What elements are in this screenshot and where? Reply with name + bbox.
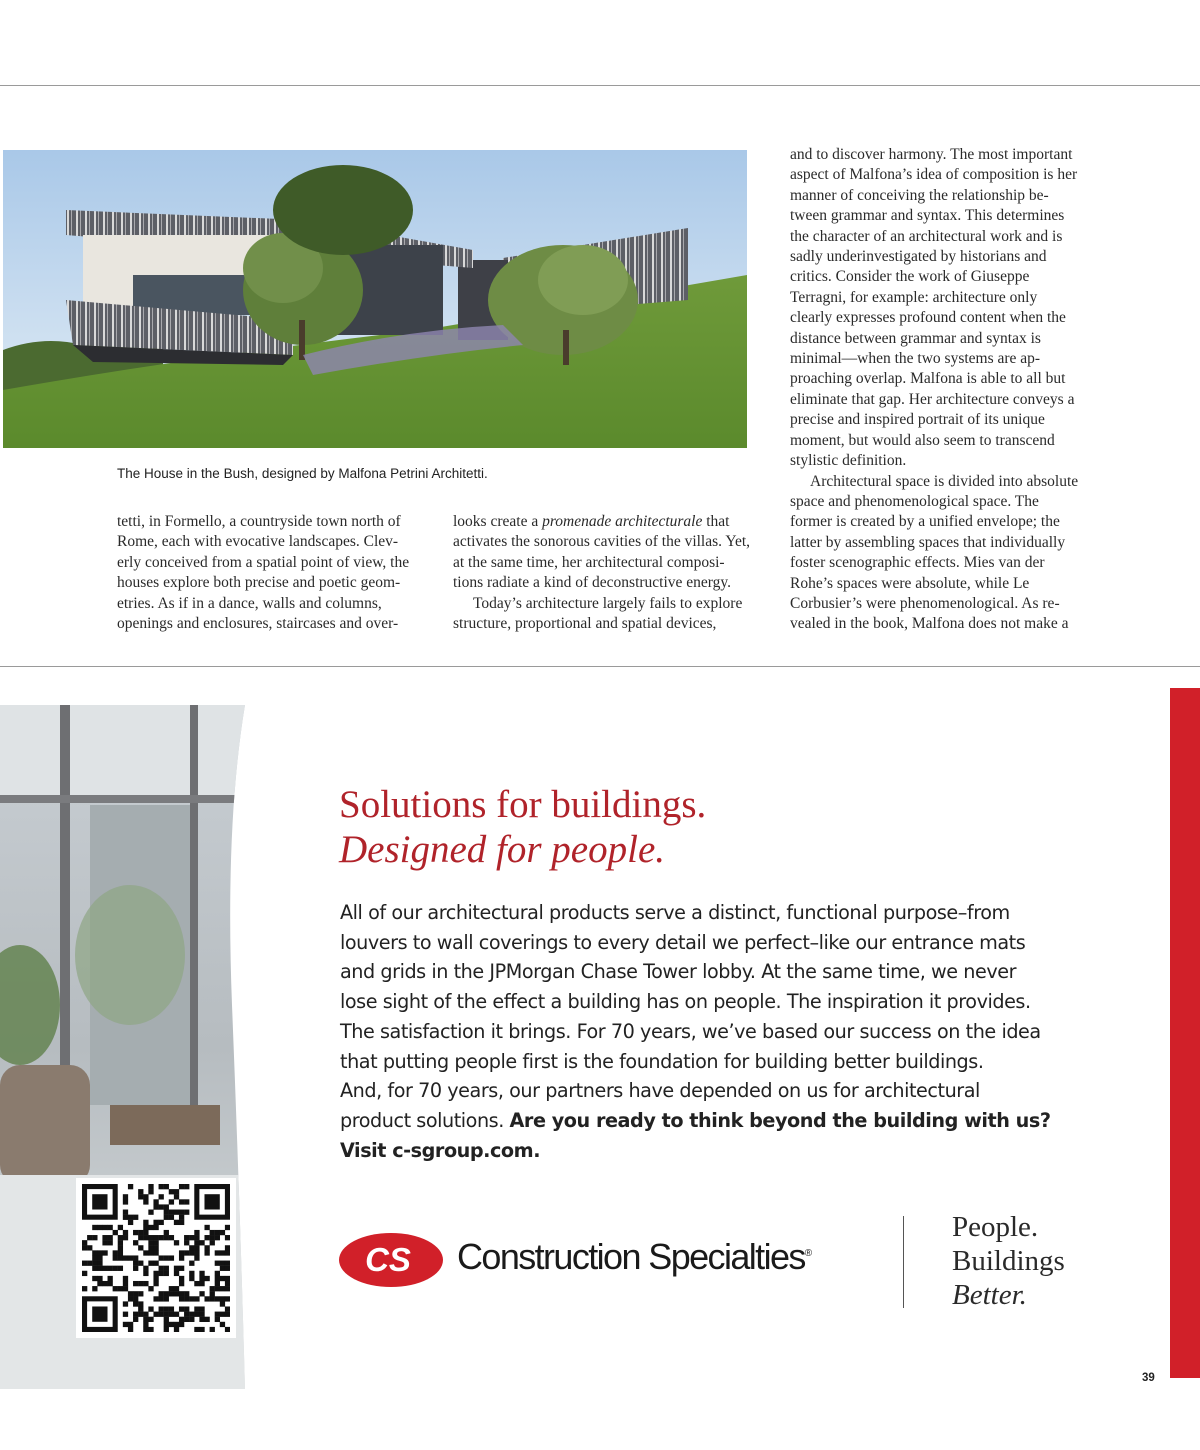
text-line: manner of conceiving the relationship be- (790, 186, 1049, 204)
tagline-line: Better. (952, 1279, 1027, 1311)
body-line: product solutions. Are you ready to think beyond the building with us? (340, 1108, 1051, 1132)
text-line: minimal—when the two systems are ap- (790, 350, 1041, 368)
text-line: Terragni, for example: architecture only (790, 288, 1038, 306)
text-line: proaching overlap. Malfona is able to all but (790, 370, 1066, 388)
body-line: lose sight of the effect a building has on people. The inspiration it provides. (340, 990, 1031, 1014)
headline-line-1: Solutions for buildings. (339, 783, 707, 826)
body-line (340, 1136, 1072, 1166)
text-line: Today’s architecture largely fails to explore (473, 594, 743, 612)
text-line: Rohe’s spaces were absolute, while Le (790, 574, 1030, 592)
website-link[interactable]: Visit c-sgroup.com. (340, 1138, 541, 1162)
text-line: the character of an architectural work and is (790, 227, 1063, 245)
cs-logo-icon (338, 1232, 444, 1293)
body-line: that putting people first is the foundation for building better buildings. (340, 1049, 984, 1073)
text-line: Architectural space is divided into absolute (810, 472, 1079, 490)
house-photo (3, 150, 747, 448)
text-line: space and phenomenological space. The (790, 492, 1039, 510)
photo-caption: The House in the Bush, designed by Malfona Petrini Architetti. (117, 466, 488, 481)
body-line: and grids in the JPMorgan Chase Tower lobby. At the same time, we never (340, 960, 1017, 984)
tagline-line: Buildings (952, 1245, 1065, 1277)
qr-code[interactable] (76, 1178, 236, 1338)
text-line: vealed in the book, Malfona does not make a (790, 615, 1069, 633)
text-line: stylistic definition. (790, 452, 907, 470)
article-column-1 (117, 512, 435, 634)
text-line: aspect of Malfona’s idea of composition is her (790, 166, 1078, 184)
tagline (952, 1210, 1065, 1312)
text-line: former is created by a unified envelope; the (790, 513, 1060, 531)
text-line: tions radiate a kind of deconstructive energy. (453, 574, 732, 592)
text-line: Corbusier’s were phenomenological. As re- (790, 594, 1060, 612)
text-line: houses explore both precise and poetic geom- (117, 574, 401, 592)
text-line: sadly underinvestigated by historians and (790, 248, 1047, 266)
text-line: activates the sonorous cavities of the villas. Yet, (453, 533, 751, 551)
body-line: louvers to wall coverings to every detail we perfect–like our entrance mats (340, 930, 1026, 954)
text-line: and to discover harmony. The most important (790, 146, 1073, 163)
text-line: looks create a promenade architecturale that (453, 513, 730, 530)
call-to-action: Are you ready to think beyond the building with us? (509, 1108, 1051, 1132)
text-line: tween grammar and syntax. This determines (790, 207, 1065, 225)
body-line: And, for 70 years, our partners have depended on us for architectural (340, 1079, 980, 1103)
text-line: critics. Consider the work of Giuseppe (790, 268, 1030, 286)
ad-body-copy (340, 898, 1072, 1165)
ad-headline (339, 782, 706, 872)
article-column-3 (790, 145, 1110, 635)
text-line: structure, proportional and spatial devices, (453, 615, 717, 633)
text-line: latter by assembling spaces that individually (790, 533, 1066, 551)
logo-mark-text: CS (365, 1241, 411, 1278)
text-line: at the same time, her architectural composi- (453, 553, 725, 571)
body-line: All of our architectural products serve a distinct, functional purpose–from (340, 901, 1010, 924)
text-line: precise and inspired portrait of its unique (790, 411, 1045, 429)
text-line: tetti, in Formello, a countryside town north of (117, 513, 401, 530)
text-line: eliminate that gap. Her architecture conveys a (790, 390, 1075, 408)
text-line: foster scenographic effects. Mies van der (790, 554, 1045, 572)
text-line: Rome, each with evocative landscapes. Clev- (117, 533, 399, 551)
text-line: moment, but would also seem to transcend (790, 431, 1055, 449)
headline-line-2: Designed for people. (339, 828, 666, 871)
text-line: erly conceived from a spatial point of view, the (117, 553, 410, 571)
text-line: distance between grammar and syntax is (790, 329, 1041, 347)
company-name: Construction Specialties® (457, 1236, 813, 1277)
tagline-line: People. (952, 1211, 1039, 1243)
article-column-2 (453, 512, 771, 634)
text-line: openings and enclosures, staircases and over- (117, 615, 399, 633)
text-line: clearly expresses profound content when the (790, 309, 1066, 327)
body-line: The satisfaction it brings. For 70 years, we’ve based our success on the idea (340, 1019, 1041, 1043)
logo-divider (903, 1216, 904, 1308)
top-rule (0, 85, 1200, 86)
page-number: 39 (1142, 1372, 1155, 1384)
text-line: etries. As if in a dance, walls and columns, (117, 594, 382, 612)
section-rule (0, 666, 1200, 667)
italic-term: promenade architecturale (542, 513, 703, 530)
brand-color-bar (1170, 688, 1200, 1378)
